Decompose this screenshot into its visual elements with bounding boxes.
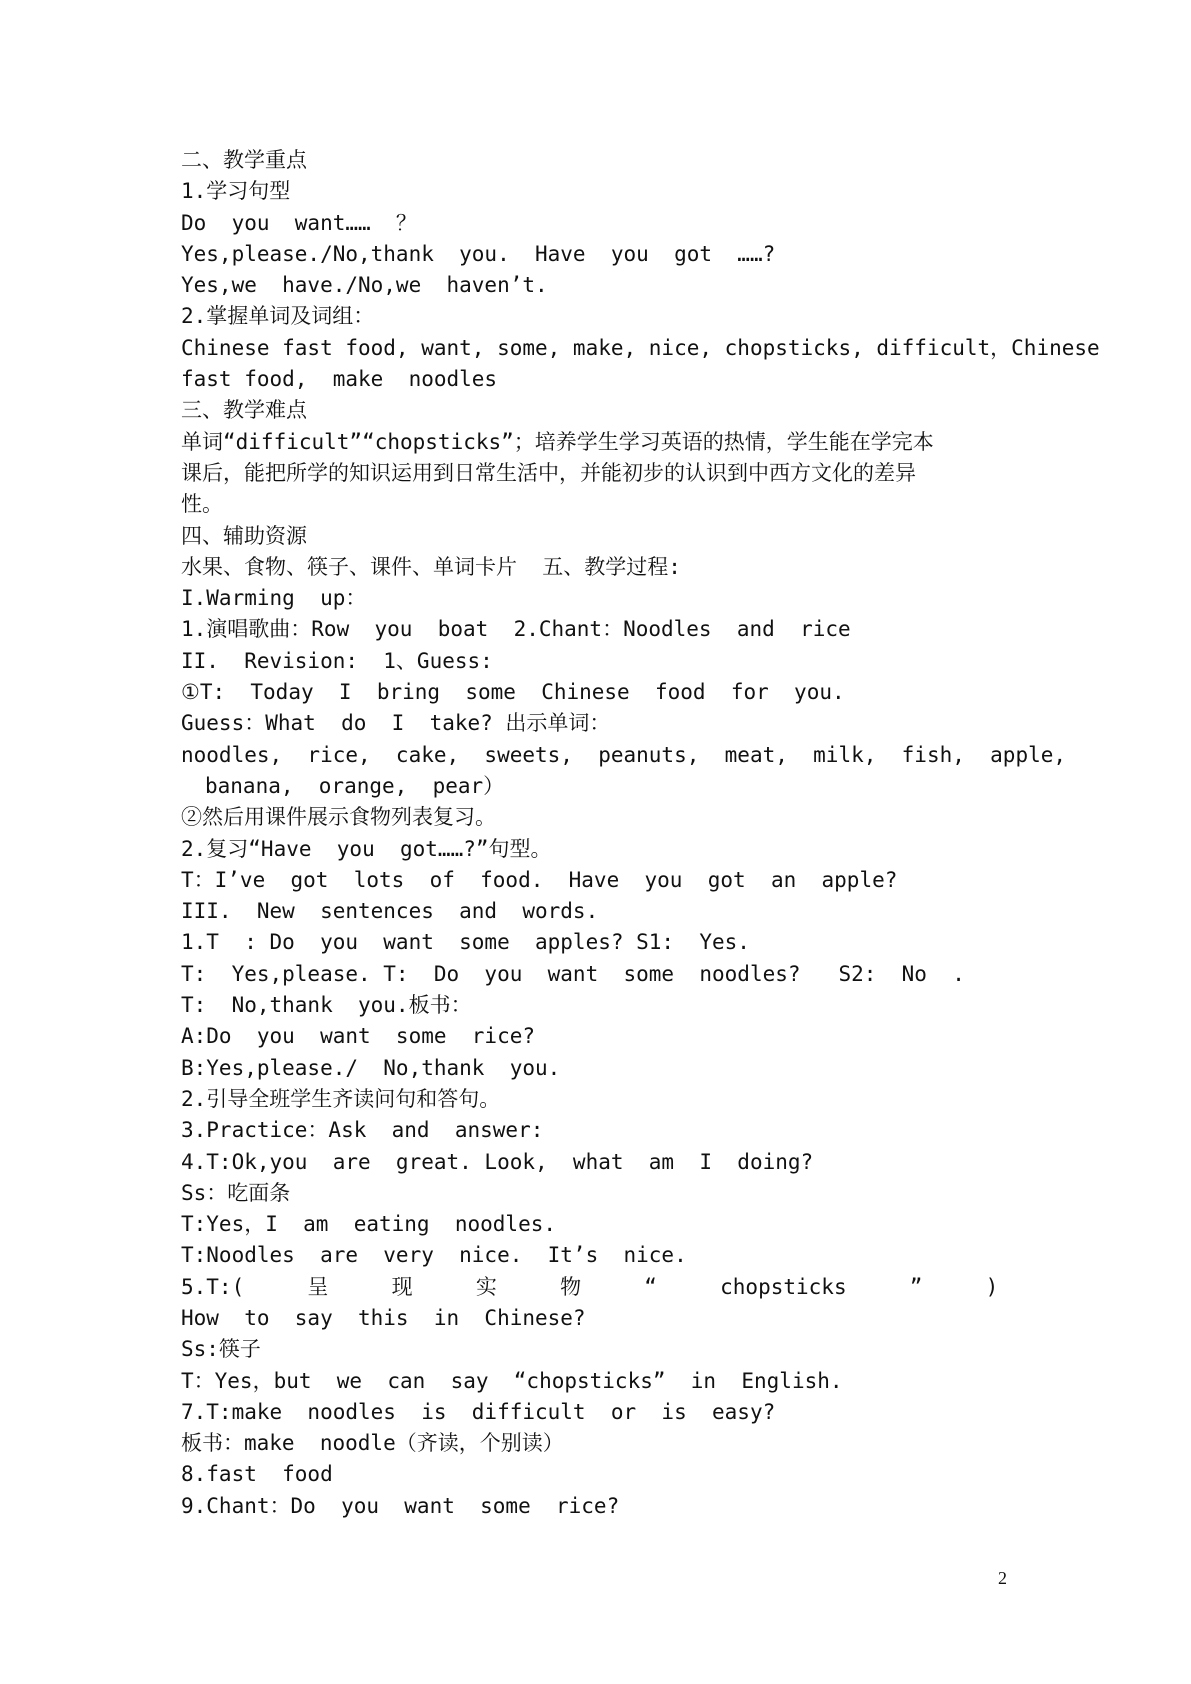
section-heading: 二、教学重点 <box>181 148 307 172</box>
text-line: Ss:筷子 <box>181 1337 261 1362</box>
text-line: I.Warming up： <box>181 586 367 611</box>
page-number: 2 <box>998 1568 1007 1588</box>
text-line: 性。 <box>181 492 223 517</box>
text-line: 3.Practice：Ask and answer: <box>181 1118 544 1143</box>
text-line: 4.T:Ok,you are great. Look, what am I doing? <box>181 1149 814 1174</box>
text-line: B:Yes,please./ No,thank you. <box>181 1055 561 1080</box>
text-line: Do you want…… ？ <box>181 210 417 235</box>
text-line: 1.T : Do you want some apples? S1: Yes. <box>181 930 750 955</box>
text-line: T：Yes，but we can say “chopsticks” in English. <box>181 1368 843 1393</box>
text-line: A:Do you want some rice? <box>181 1024 536 1049</box>
text-line: 水果、食物、筷子、课件、单词卡片 五、教学过程: <box>181 554 681 579</box>
text-line: 8.fast food <box>181 1462 333 1487</box>
text-line: T: Yes,please. T: Do you want some noodles? S2: No . <box>181 961 965 986</box>
text-line: Guess：What do I take? 出示单词： <box>181 711 611 736</box>
text-line: T:Yes，I am eating noodles. <box>181 1212 557 1237</box>
text-line: banana, orange, pear） <box>205 773 505 798</box>
document-body <box>181 145 1100 1522</box>
text-line: II. Revision: 1、Guess: <box>181 648 493 673</box>
text-line: ①T: Today I bring some Chinese food for you. <box>181 680 845 705</box>
text-line: 板书：make noodle（齐读，个别读） <box>181 1431 564 1456</box>
text-line: T:Noodles are very nice. It’s nice. <box>181 1243 687 1268</box>
text-line: III. New sentences and words. <box>181 899 599 924</box>
text-line: Chinese fast food, want, some, make, nice, chopsticks, difficult，Chinese <box>181 335 1100 360</box>
text-line: T: No,thank you.板书： <box>181 993 472 1018</box>
text-line: 7.T:make noodles is difficult or is easy? <box>181 1399 776 1424</box>
text-line: How to say this in Chinese? <box>181 1305 586 1330</box>
text-line: 2.掌握单词及词组： <box>181 304 375 329</box>
section-heading: 四、辅助资源 <box>181 523 307 548</box>
section-heading: 三、教学难点 <box>181 398 307 423</box>
text-line: fast food, make noodles <box>181 367 498 392</box>
text-line: Yes,please./No,thank you. Have you got ……? <box>181 241 776 266</box>
text-line: 2.复习“Have you got……?”句型。 <box>181 836 552 861</box>
text-line: 课后，能把所学的知识运用到日常生活中，并能初步的认识到中西方文化的差异 <box>181 460 916 485</box>
text-line: Yes,we have./No,we haven’t. <box>181 273 548 298</box>
text-line: 单词“difficult”“chopsticks”；培养学生学习英语的热情，学生能在学完本 <box>181 429 934 454</box>
text-line: T：I’ve got lots of food. Have you got an apple? <box>181 867 898 892</box>
text-line: 1.学习句型 <box>181 179 291 204</box>
text-line: noodles, rice, cake, sweets, peanuts, meat, milk, fish, apple, <box>181 742 1067 767</box>
text-line: 1.演唱歌曲：Row you boat 2.Chant：Noodles and rice <box>181 617 851 642</box>
text-line: ②然后用课件展示食物列表复习。 <box>181 805 496 830</box>
text-line: 9.Chant：Do you want some rice? <box>181 1493 620 1518</box>
text-line: Ss：吃面条 <box>181 1180 291 1205</box>
text-line: 5.T:( 呈 现 实 物 “ chopsticks ” ) <box>181 1274 999 1299</box>
text-line: 2.引导全班学生齐读问句和答句。 <box>181 1086 501 1111</box>
